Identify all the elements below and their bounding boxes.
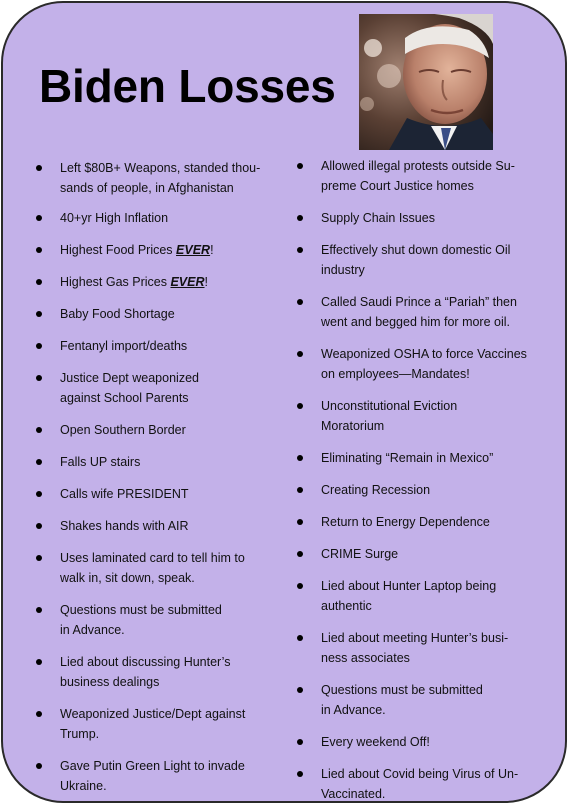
bullet-icon xyxy=(297,739,303,745)
emphasis-text: EVER xyxy=(170,275,205,289)
list-item xyxy=(60,208,168,228)
list-item xyxy=(60,756,245,796)
portrait-photo xyxy=(359,14,493,150)
bullet-icon xyxy=(36,555,42,561)
list-item-line: Lied about meeting Hunter’s busi- xyxy=(321,631,509,645)
list-item-line: Left $80B+ Weapons, standed thou- xyxy=(60,161,261,175)
bullet-icon xyxy=(36,247,42,253)
bullet-icon xyxy=(297,551,303,557)
list-item-text: Highest Gas Prices xyxy=(60,275,171,289)
list-item-line: Effectively shut down domestic Oil xyxy=(321,243,511,257)
list-item xyxy=(321,764,518,803)
list-item xyxy=(60,452,140,472)
list-item-line: business dealings xyxy=(60,675,160,689)
list-item xyxy=(60,272,208,292)
list-item xyxy=(321,448,493,468)
list-item xyxy=(321,512,490,532)
list-item-line: Every weekend Off! xyxy=(321,735,430,749)
list-item xyxy=(321,292,517,332)
list-item xyxy=(60,548,245,588)
list-item-line: Shakes hands with AIR xyxy=(60,519,189,533)
list-item-line: in Advance. xyxy=(60,623,125,637)
list-item xyxy=(60,304,175,324)
list-item xyxy=(60,336,187,356)
list-item-line: Gave Putin Green Light to invade xyxy=(60,759,245,773)
bullet-icon xyxy=(36,279,42,285)
list-item-line: Ukraine. xyxy=(60,779,107,793)
list-item-text: ! xyxy=(204,275,208,289)
list-item-line: Baby Food Shortage xyxy=(60,307,175,321)
bullet-icon xyxy=(297,163,303,169)
bullet-icon xyxy=(36,343,42,349)
list-item xyxy=(60,516,189,536)
bullet-icon xyxy=(297,635,303,641)
list-item xyxy=(321,628,508,668)
bullet-icon xyxy=(297,455,303,461)
list-item xyxy=(321,732,430,752)
list-item-line: ness associates xyxy=(321,651,410,665)
list-item xyxy=(321,680,483,720)
list-item-line: Questions must be submitted xyxy=(321,683,483,697)
bullet-icon xyxy=(297,687,303,693)
list-item-line: Called Saudi Prince a “Pariah” then xyxy=(321,295,517,309)
list-item-line: Fentanyl import/deaths xyxy=(60,339,188,353)
list-item-line: Lied about discussing Hunter’s xyxy=(60,655,231,669)
list-item xyxy=(321,396,457,436)
list-item-line: Unconstitutional Eviction xyxy=(321,399,458,413)
bullet-icon xyxy=(36,523,42,529)
list-item xyxy=(60,484,189,504)
list-item-line: authentic xyxy=(321,599,372,613)
list-item-line: preme Court Justice homes xyxy=(321,179,474,193)
list-item-line: Questions must be submitted xyxy=(60,603,222,617)
poster-card xyxy=(1,1,567,803)
list-item xyxy=(321,544,398,564)
emphasis-text: EVER xyxy=(176,243,211,257)
bullet-icon xyxy=(297,487,303,493)
bullet-icon xyxy=(36,607,42,613)
list-item xyxy=(60,158,260,198)
list-item-line: Uses laminated card to tell him to xyxy=(60,551,245,565)
bullet-icon xyxy=(297,519,303,525)
list-item-line: Moratorium xyxy=(321,419,385,433)
bullet-icon xyxy=(297,771,303,777)
list-item xyxy=(321,344,527,384)
list-item-line xyxy=(60,240,214,260)
list-item-line: Return to Energy Dependence xyxy=(321,515,490,529)
list-item-line: Calls wife PRESIDENT xyxy=(60,487,189,501)
list-item xyxy=(321,240,510,280)
list-item xyxy=(60,368,199,408)
bullet-icon xyxy=(297,351,303,357)
bullet-icon xyxy=(36,659,42,665)
page-title: Biden Losses xyxy=(39,60,336,112)
list-item xyxy=(60,420,186,440)
list-item-line: 40+yr High Inflation xyxy=(60,211,169,225)
list-item xyxy=(321,480,430,500)
list-item-line: Creating Recession xyxy=(321,483,431,497)
list-item xyxy=(321,156,515,196)
list-item-line: Allowed illegal protests outside Su- xyxy=(321,159,515,173)
bullet-icon xyxy=(36,375,42,381)
list-item-line: in Advance. xyxy=(321,703,386,717)
bullet-icon xyxy=(297,583,303,589)
list-item-line xyxy=(60,272,208,292)
bullet-icon xyxy=(297,299,303,305)
list-item-line: Eliminating “Remain in Mexico” xyxy=(321,451,494,465)
list-item-text: Highest Food Prices xyxy=(60,243,177,257)
list-item-line: sands of people, in Afghanistan xyxy=(60,181,234,195)
list-item-line: industry xyxy=(321,263,365,277)
bullet-icon xyxy=(297,403,303,409)
list-item xyxy=(321,208,435,228)
bullet-icon xyxy=(36,215,42,221)
list-item-line: Weaponized OSHA to force Vaccines xyxy=(321,347,527,361)
bullet-icon xyxy=(36,491,42,497)
list-item xyxy=(60,704,245,744)
list-item-line: Open Southern Border xyxy=(60,423,186,437)
list-item-line: against School Parents xyxy=(60,391,189,405)
list-item xyxy=(321,576,496,616)
list-item xyxy=(60,652,230,692)
list-item-line: Lied about Hunter Laptop being xyxy=(321,579,497,593)
list-item-text: ! xyxy=(210,243,214,257)
list-item-line: went and begged him for more oil. xyxy=(321,315,510,329)
list-item-line: Justice Dept weaponized xyxy=(60,371,199,385)
bullet-icon xyxy=(36,311,42,317)
list-item-line: walk in, sit down, speak. xyxy=(60,571,195,585)
bullet-icon xyxy=(36,711,42,717)
list-item-line: Lied about Covid being Virus of Un- xyxy=(321,767,519,781)
bullet-icon xyxy=(36,427,42,433)
list-item-line: Weaponized Justice/Dept against xyxy=(60,707,246,721)
portrait-photo-icon xyxy=(359,14,493,150)
bullet-icon xyxy=(36,459,42,465)
list-item-line: Trump. xyxy=(60,727,100,741)
bullet-icon xyxy=(36,165,42,171)
list-item xyxy=(60,240,214,260)
list-item xyxy=(60,600,222,640)
list-item-line: CRIME Surge xyxy=(321,547,399,561)
list-item-line: Supply Chain Issues xyxy=(321,211,435,225)
list-item-line: on employees—Mandates! xyxy=(321,367,470,381)
list-item-line: Falls UP stairs xyxy=(60,455,141,469)
bullet-icon xyxy=(297,215,303,221)
list-item-line: Vaccinated. xyxy=(321,787,386,801)
bullet-icon xyxy=(36,763,42,769)
bullet-icon xyxy=(297,247,303,253)
